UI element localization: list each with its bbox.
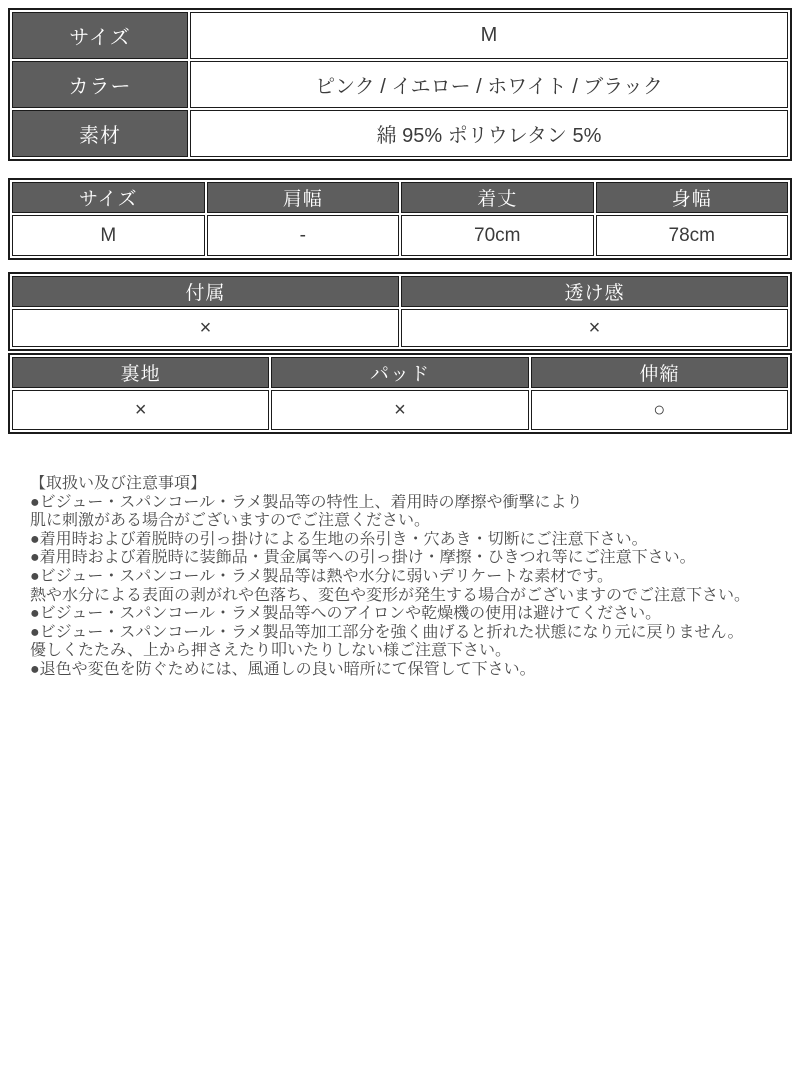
feature-value-accessory: × [12,309,399,347]
measure-header-width: 身幅 [596,182,789,213]
care-note-line: 熱や水分による表面の剥がれや色落ち、変色や変形が発生する場合がございますのでご注意下さい。 [30,586,751,604]
feature-value-sheerness: × [401,309,788,347]
table-row [12,110,788,157]
table-row [12,61,788,108]
table-row [12,215,788,256]
spec-value-color: ピンク / イエロー / ホワイト / ブラック [190,61,788,108]
care-note-line: ●ビジュー・スパンコール・ラメ製品等加工部分を強く曲げると折れた状態になり元に戻りません。 [30,623,744,641]
measure-header-size: サイズ [12,182,205,213]
feature-header-lining: 裏地 [12,357,269,388]
feature-header-accessory: 付属 [12,276,399,307]
feature-header-sheerness: 透け感 [401,276,788,307]
care-note-line: ●退色や変色を防ぐためには、風通しの良い暗所にて保管して下さい。 [30,660,536,678]
care-notes [8,475,792,680]
table-row [12,390,788,430]
feature-value-stretch: ○ [531,390,788,430]
measure-value-width: 78cm [596,215,789,256]
feature-value-lining: × [12,390,269,430]
table-row [12,12,788,59]
feature-header-stretch: 伸縮 [531,357,788,388]
table-header-row [12,357,788,388]
features-table-top [8,272,792,351]
measure-value-shoulder: - [207,215,400,256]
spec-label-material: 素材 [12,110,188,157]
product-spec-table [8,8,792,161]
table-row [12,309,788,347]
spec-label-color: カラー [12,61,188,108]
measure-header-length: 着丈 [401,182,594,213]
spec-value-size: M [190,12,788,59]
care-note-line: 優しくたたみ、上から押さえたり叩いたりしない様ご注意下さい。 [30,642,511,660]
care-note-line: ●着用時および着脱時の引っ掛けによる生地の糸引き・穴あき・切断にご注意下さい。 [30,530,648,548]
care-note-line: ●着用時および着脱時に装飾品・貴金属等への引っ掛け・摩擦・ひきつれ等にご注意下さい。 [30,549,696,567]
table-header-row [12,276,788,307]
spec-label-size: サイズ [12,12,188,59]
feature-value-pad: × [271,390,528,430]
spec-value-material: 綿 95% ポリウレタン 5% [190,110,788,157]
care-note-line: ●ビジュー・スパンコール・ラメ製品等の特性上、着用時の摩擦や衝撃により [30,493,583,511]
care-note-line: 肌に刺激がある場合がございますのでご注意ください。 [30,512,431,530]
care-note-line: ●ビジュー・スパンコール・ラメ製品等は熱や水分に弱いデリケートな素材です。 [30,567,613,585]
care-note-line: ●ビジュー・スパンコール・ラメ製品等へのアイロンや乾燥機の使用は避けてください。 [30,605,662,623]
measure-header-shoulder: 肩幅 [207,182,400,213]
measure-value-length: 70cm [401,215,594,256]
care-notes-title: 【取扱い及び注意事項】 [30,475,207,492]
feature-header-pad: パッド [271,357,528,388]
measure-value-size: M [12,215,205,256]
table-header-row [12,182,788,213]
measurements-table [8,178,792,260]
features-table-bottom [8,353,792,434]
